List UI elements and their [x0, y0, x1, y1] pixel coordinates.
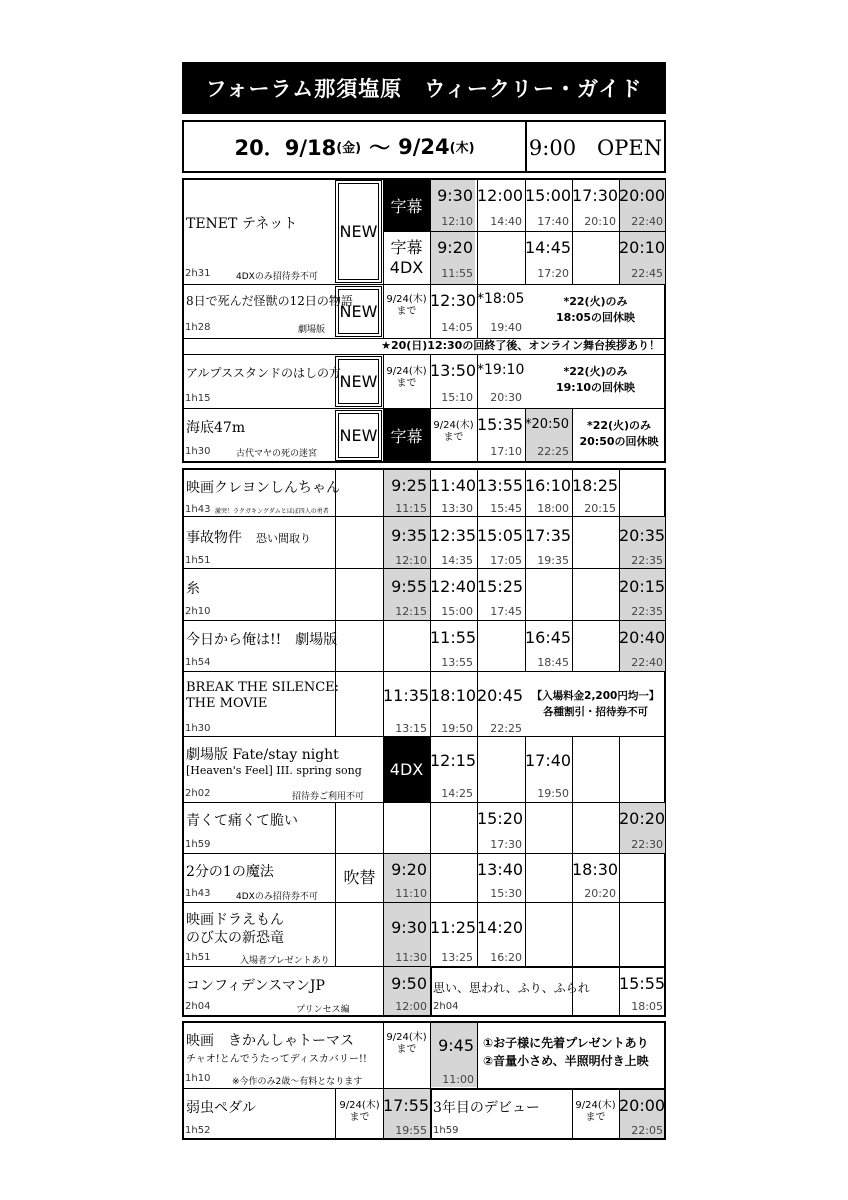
showtime-start: 18:30: [572, 860, 619, 879]
showtime-end: 12:10: [395, 554, 427, 567]
showtime-start: *18:05: [477, 291, 525, 307]
showtime-start: 20:45: [477, 686, 524, 705]
showtime-start: 12:40: [430, 577, 477, 596]
runtime: 1h59: [185, 839, 211, 850]
showtime-end: 11:55: [441, 267, 473, 280]
showtime-end: 11:00: [442, 1073, 474, 1086]
runtime: 1h15: [185, 393, 211, 404]
showtime-start: 20:00: [619, 1096, 666, 1115]
showtime-start: 14:45: [525, 238, 572, 257]
showtime-end: 22:25: [537, 445, 569, 458]
showtime-end: 12:10: [441, 215, 473, 228]
remark-line: *22(火)のみ: [563, 365, 628, 378]
showtime-start: 15:20: [477, 809, 524, 828]
until-label: 9/24(木) まで: [433, 420, 474, 443]
showtime-end: 22:40: [631, 656, 663, 669]
film-title: 青くて痛くて脆い: [186, 813, 298, 829]
showtime-start: 16:10: [525, 476, 572, 495]
showtime-end: 11:15: [395, 502, 427, 515]
until-label: 9/24(木) まで: [339, 1100, 380, 1123]
showtime-end: 13:30: [441, 502, 473, 515]
film-title: 糸: [186, 581, 200, 597]
showtime-end: 15:45: [490, 502, 522, 515]
showtime-end: 17:45: [490, 605, 522, 618]
film-note: 4DXのみ招待券不可: [236, 272, 318, 282]
dubbed-label: 吹替: [343, 868, 376, 887]
showtime-start: 18:10: [430, 686, 477, 705]
showtime-end: 14:35: [441, 554, 473, 567]
showtime-start: 9:50: [391, 974, 427, 993]
showtime-start: 20:15: [619, 577, 666, 596]
showtime-end: 13:15: [395, 722, 427, 735]
showtime-start: 14:20: [477, 918, 524, 937]
runtime: 2h31: [185, 268, 211, 279]
showtime-start: 9:55: [391, 577, 427, 596]
film-title: 映画クレヨンしんちゃん: [186, 480, 340, 496]
showtime-end: 15:10: [441, 391, 473, 404]
4dx-badge: 4DX: [383, 737, 430, 802]
film-subtitle: 恐い間取り: [256, 532, 311, 545]
remark-line: *22(火)のみ: [586, 419, 652, 432]
showtime-end: 19:35: [537, 554, 569, 567]
weekday-from: (金): [336, 141, 362, 156]
showtime-start: 9:20: [437, 238, 473, 257]
film-title: 2分の1の魔法: [186, 864, 274, 880]
open-time: 9:00 OPEN: [528, 135, 663, 160]
film-title: 映画 きかんしゃトーマス: [186, 1033, 354, 1049]
showtime-start: 12:30: [430, 291, 477, 310]
until-label: 9/24(木) まで: [386, 366, 427, 389]
showtime-end: 11:10: [395, 887, 427, 900]
film-title: [186, 527, 311, 547]
weekday-to: (木): [449, 141, 475, 156]
showtime-end: 15:00: [441, 605, 473, 618]
showtime-start: 18:25: [572, 476, 619, 495]
remark-line: 【入場料金2,200円均一】: [531, 690, 660, 702]
runtime: 1h10: [185, 1073, 211, 1084]
new-badge: NEW: [335, 410, 382, 461]
schedule-remark: [572, 418, 666, 450]
showtime-start: 15:25: [477, 577, 524, 596]
remark-line: *22(火)のみ: [563, 295, 628, 308]
showtime-end: 12:00: [395, 1000, 427, 1013]
film-title: 海底47m: [186, 420, 246, 436]
showtime-end: 17:20: [537, 267, 569, 280]
film-title: TENET テネット: [186, 216, 298, 232]
showtime-start: 16:45: [525, 628, 572, 647]
showtime-end: 13:25: [441, 951, 473, 964]
showtime-end: 20:30: [490, 391, 522, 404]
showtime-start: 9:30: [391, 918, 427, 937]
showtime-start: 20:00: [619, 186, 666, 205]
showtime-end: 22:05: [631, 1124, 663, 1137]
film-title-line2: THE MOVIE: [186, 696, 268, 711]
runtime: 1h30: [185, 723, 211, 734]
showtime-start: 11:40: [430, 476, 477, 495]
film-title: 思い、思われ、ふり、ふられ: [433, 981, 590, 995]
showtime-end: 17:30: [490, 838, 522, 851]
runtime: 1h52: [185, 1125, 211, 1136]
showtime-end: 14:40: [490, 215, 522, 228]
until-label: 9/24(木) まで: [386, 294, 427, 317]
showtime-start: 13:50: [430, 361, 477, 380]
showtime-end: 17:05: [490, 554, 522, 567]
film-title: アルプススタンドのはしの方: [186, 366, 342, 380]
showtime-start: 20:35: [619, 526, 666, 545]
showtime-start: 9:20: [391, 860, 427, 879]
showtime-start: 13:40: [477, 860, 524, 879]
runtime: 1h59: [433, 1125, 459, 1136]
showtime-start: 20:40: [619, 628, 666, 647]
schedule-remark: [525, 688, 666, 720]
film-subtitle: 劇場版: [295, 632, 338, 648]
date-from: 20．9/18: [234, 135, 337, 160]
showtime-start: 9:45: [438, 1036, 474, 1055]
showtime-end: 15:30: [490, 887, 522, 900]
film-title: 劇場版 Fate/stay night: [186, 747, 339, 763]
new-badge: NEW: [335, 286, 382, 337]
film-title: 8日で死んだ怪獣の12日の物語: [186, 294, 353, 308]
runtime: 1h51: [185, 555, 211, 566]
showtime-start: 15:55: [619, 974, 666, 993]
showtime-start: 17:35: [525, 526, 572, 545]
showtime-end: 12:15: [395, 605, 427, 618]
remark-line: 19:10の回休映: [555, 381, 635, 394]
runtime: 1h30: [185, 446, 211, 457]
date-range: [184, 122, 525, 171]
runtime: 2h04: [185, 1001, 211, 1012]
film-title: [186, 629, 337, 649]
film-title-line2: チャオ!とんでうたってディスカバリー!!: [186, 1054, 367, 1065]
remark-line: 各種割引・招待券不可: [543, 706, 648, 718]
until-label: 9/24(木) まで: [575, 1100, 616, 1123]
showtime-start: 11:35: [383, 686, 430, 705]
schedule-remark: [525, 364, 666, 396]
showtime-end: 22:40: [631, 215, 663, 228]
runtime: 1h54: [185, 657, 211, 668]
showtime-end: 22:35: [631, 554, 663, 567]
new-badge: NEW: [335, 180, 382, 283]
film-note: 激突！ラクガキングダムとほぼ四人の勇者: [215, 508, 329, 515]
film-title-line2: [Heaven's Feel] III. spring song: [186, 764, 362, 777]
remark-line: 20:50の回休映: [579, 435, 659, 448]
announcement: ★20(日)12:30の回終了後、オンライン舞台挨拶あり！: [381, 339, 660, 352]
showtime-start: 20:20: [619, 809, 666, 828]
showtime-start: 9:30: [437, 186, 473, 205]
subtitle-4dx-label: 字幕 4DX: [389, 238, 424, 277]
showtime-end: 22:35: [631, 605, 663, 618]
showtime-start: 15:05: [477, 526, 524, 545]
showtime-start: 9:25: [391, 476, 427, 495]
film-note: ※今作のみ2歳〜有料となります: [232, 1077, 363, 1087]
date-range-box: [182, 120, 666, 173]
runtime: 2h10: [185, 606, 211, 617]
remark-line: ②音量小さめ、半照明付き上映: [483, 1054, 649, 1068]
showtime-end: 18:05: [631, 1000, 663, 1013]
showtime-start: 12:15: [430, 751, 477, 770]
runtime: 1h43: [185, 888, 211, 899]
runtime: 2h04: [433, 1001, 459, 1012]
showtime-end: 18:45: [537, 656, 569, 669]
showtime-end: 22:30: [631, 838, 663, 851]
runtime: 1h43: [185, 504, 211, 515]
runtime: 1h28: [185, 322, 211, 333]
subtitle-badge: 字幕: [383, 409, 430, 461]
film-note: 劇場版: [298, 325, 326, 335]
runtime: 2h02: [185, 788, 211, 799]
showtime-end: 13:55: [441, 656, 473, 669]
showtime-start: 15:00: [525, 186, 572, 205]
showtime-start: 13:55: [477, 476, 524, 495]
showtime-end: 16:20: [490, 951, 522, 964]
showtime-end: 20:20: [584, 887, 616, 900]
remark-line: ①お子様に先着プレゼントあり: [483, 1036, 649, 1050]
showtime-end: 20:10: [584, 215, 616, 228]
theater-title: フォーラム那須塩原 ウィークリー・ガイド: [182, 62, 666, 114]
showtime-end: 17:40: [537, 215, 569, 228]
showtime-start: 20:10: [619, 238, 666, 257]
date-to: 9/24: [398, 134, 450, 159]
showtime-end: 20:15: [584, 502, 616, 515]
subtitle-badge: 字幕: [383, 180, 430, 231]
showtime-end: 14:05: [441, 321, 473, 334]
showtime-start: 12:35: [430, 526, 477, 545]
showtime-end: 19:40: [490, 321, 522, 334]
film-note: 古代マヤの死の迷宮: [236, 449, 318, 459]
film-title-main: 今日から俺は!!: [186, 632, 282, 648]
showtime-start: 17:40: [525, 751, 572, 770]
runtime: 1h51: [185, 952, 211, 963]
showtime-end: 22:45: [631, 267, 663, 280]
film-note: 4DXのみ招待券不可: [236, 892, 318, 902]
film-note: プリンセス編: [296, 1005, 350, 1015]
schedule-remark: [525, 294, 666, 326]
tilde: 〜: [369, 135, 391, 160]
film-title: 弱虫ペダル: [186, 1100, 256, 1116]
showtime-end: 18:00: [537, 502, 569, 515]
showtime-end: 22:25: [490, 722, 522, 735]
film-title-line2: のび太の新恐竜: [186, 930, 284, 946]
showtime-end: 17:10: [490, 445, 522, 458]
showtime-start: 12:00: [477, 186, 524, 205]
showtime-end: 11:30: [395, 951, 427, 964]
film-title: 3年目のデビュー: [433, 1100, 540, 1116]
showtime-start: 17:55: [383, 1096, 430, 1115]
new-badge: NEW: [335, 356, 382, 407]
film-note: 招待券ご利用不可: [292, 792, 365, 802]
showtime-start: *20:50: [525, 417, 569, 432]
showtime-end: 19:50: [537, 787, 569, 800]
remark-line: 18:05の回休映: [555, 311, 635, 324]
showtime-end: 14:25: [441, 787, 473, 800]
showtime-start: 15:35: [477, 415, 524, 434]
film-title: コンフィデンスマンJP: [186, 978, 325, 994]
film-title-main: 事故物件: [186, 530, 242, 546]
showtime-end: 19:50: [441, 722, 473, 735]
showtime-start: 11:25: [430, 918, 477, 937]
showtime-start: 11:55: [430, 628, 477, 647]
film-title: BREAK THE SILENCE:: [186, 680, 340, 695]
film-note: 入場者プレゼントあり: [240, 956, 330, 966]
showtime-start: *19:10: [477, 362, 525, 378]
showtime-start: 17:30: [572, 186, 619, 205]
showtime-start: 9:35: [391, 526, 427, 545]
film-title: 映画ドラえもん: [186, 912, 284, 928]
until-label: 9/24(木) まで: [386, 1032, 427, 1055]
showtime-end: 19:55: [395, 1124, 427, 1137]
